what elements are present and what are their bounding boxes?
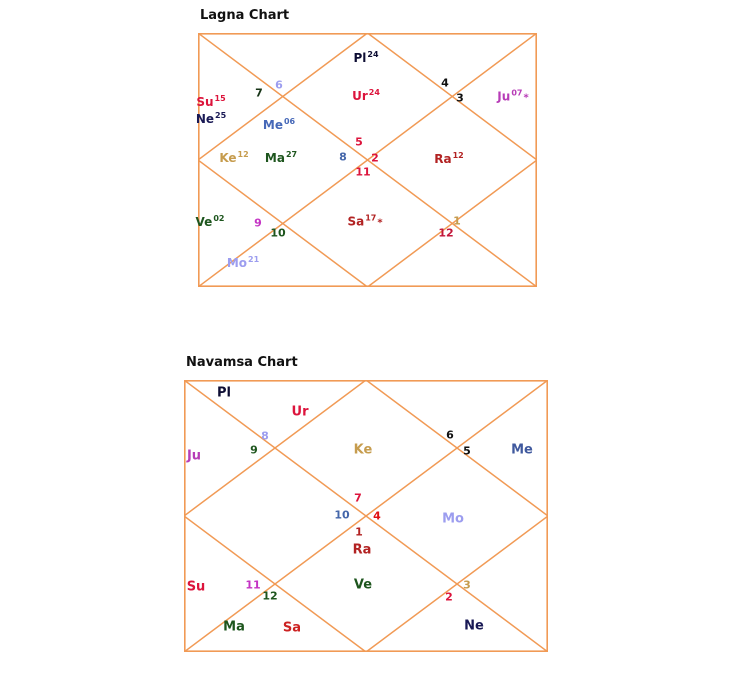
house-number-4: 4 xyxy=(441,76,449,90)
house-number-12: 12 xyxy=(438,226,454,240)
house-number-7: 7 xyxy=(255,86,263,100)
planet-label-ra: Ra xyxy=(352,542,372,558)
house-number-8: 8 xyxy=(261,429,269,443)
house-number-4: 4 xyxy=(373,509,381,523)
chart-grid-lines xyxy=(184,380,548,652)
chart-area xyxy=(184,380,548,652)
house-number-1: 1 xyxy=(453,214,461,228)
planet-degree: 21 xyxy=(248,255,260,264)
house-number-6: 6 xyxy=(275,78,283,92)
house-number-5: 5 xyxy=(355,135,363,149)
planet-label-mo: Mo$^{21}$ xyxy=(226,255,260,270)
planet-degree: 06 xyxy=(283,117,296,126)
planet-degree: 24 xyxy=(368,88,380,97)
planet-label-ne: Ne xyxy=(464,618,484,634)
house-number-2: 2 xyxy=(445,590,453,604)
planet-label-ju: Ju xyxy=(186,448,202,464)
house-number-2: 2 xyxy=(371,151,379,165)
chart-title: Navamsa Chart xyxy=(186,355,298,370)
chart-grid-lines xyxy=(195,33,537,287)
house-number-3: 3 xyxy=(463,578,471,592)
house-number-9: 9 xyxy=(254,216,262,230)
planet-label-pl: Pl xyxy=(217,385,231,401)
planet-label-ur: Ur$^{24}$ xyxy=(352,88,380,103)
planet-degree: 25 xyxy=(215,111,227,120)
planet-degree: 02 xyxy=(213,214,225,223)
planet-label-sa: Sa$^{17}$* xyxy=(347,213,383,229)
planet-label-ur: Ur xyxy=(291,404,309,420)
planet-degree: 12 xyxy=(452,151,464,160)
planet-label-me: Me$^{06}$ xyxy=(262,117,296,132)
planet-label-ma: Ma xyxy=(223,619,245,635)
planet-degree: 17 xyxy=(365,213,377,223)
lagna-chart xyxy=(195,8,537,287)
house-number-5: 5 xyxy=(463,444,471,458)
planet-label-ke: Ke$^{12}$ xyxy=(219,150,249,165)
planet-label-ra: Ra$^{12}$ xyxy=(434,151,464,166)
chart-area xyxy=(195,33,537,287)
planet-label-sa: Sa xyxy=(282,620,302,636)
house-number-7: 7 xyxy=(354,491,362,505)
planet-label-ne: Ne$^{25}$ xyxy=(195,111,227,126)
planet-label-su: Su$^{15}$ xyxy=(196,94,226,109)
house-number-11: 11 xyxy=(355,165,371,179)
planet-label-mo: Mo xyxy=(442,511,464,527)
planet-degree: 12 xyxy=(237,150,249,159)
planet-degree: 24 xyxy=(367,50,379,59)
house-number-9: 9 xyxy=(250,443,258,457)
retrograde-asterisk: * xyxy=(377,217,383,229)
house-number-11: 11 xyxy=(245,578,261,592)
navamsa-chart xyxy=(184,355,548,652)
house-number-1: 1 xyxy=(355,525,363,539)
house-number-3: 3 xyxy=(456,91,464,105)
planet-label-ma: Ma$^{27}$ xyxy=(264,150,298,165)
planet-label-ju: Ju$^{07}$* xyxy=(497,88,529,104)
planet-label-ve: Ve xyxy=(353,577,373,593)
planet-label-me: Me xyxy=(511,442,533,458)
house-number-10: 10 xyxy=(334,508,350,522)
planet-label-ke: Ke xyxy=(353,442,373,458)
planet-label-pl: Pl$^{24}$ xyxy=(353,50,379,65)
house-number-10: 10 xyxy=(270,226,286,240)
planet-label-ve: Ve$^{02}$ xyxy=(195,214,225,229)
planet-degree: 07 xyxy=(511,88,523,98)
planet-degree: 27 xyxy=(285,150,298,159)
planet-label-su: Su xyxy=(186,579,206,595)
chart-title: Lagna Chart xyxy=(200,8,290,23)
house-number-12: 12 xyxy=(262,589,278,603)
planet-degree: 15 xyxy=(214,94,226,103)
house-number-6: 6 xyxy=(446,428,454,442)
retrograde-asterisk: * xyxy=(523,92,529,104)
house-number-8: 8 xyxy=(339,150,347,164)
